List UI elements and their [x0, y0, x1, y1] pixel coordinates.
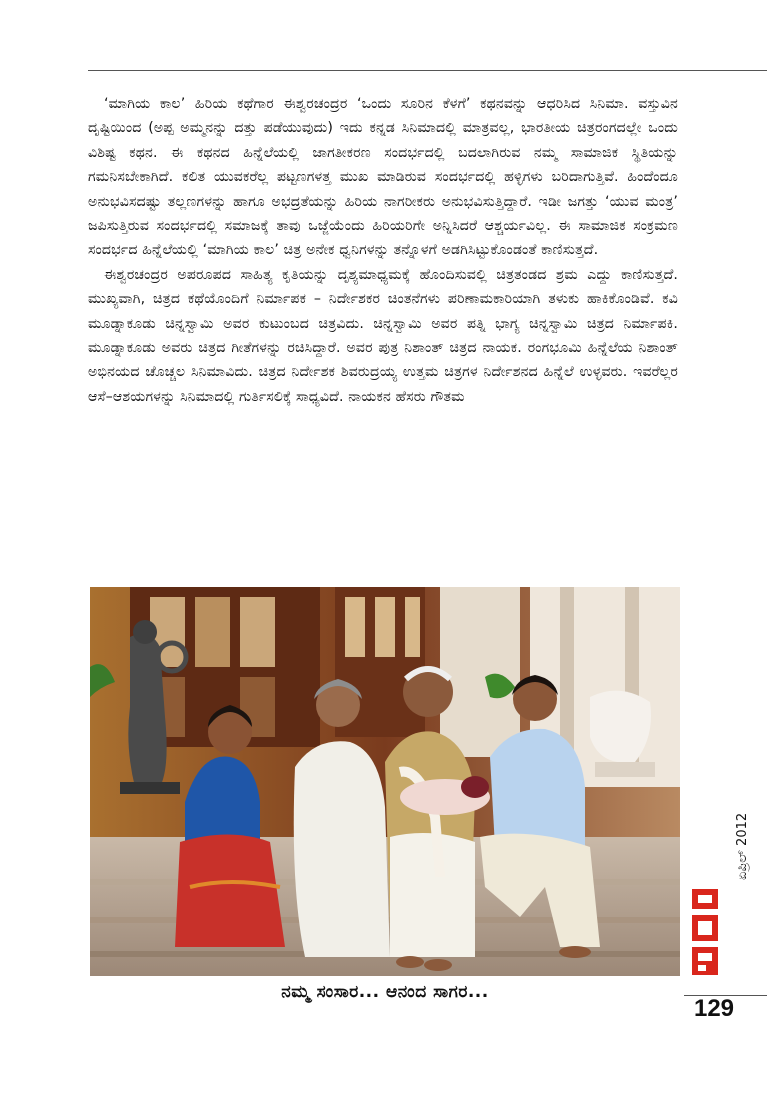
article-paragraph-2: ಈಶ್ವರಚಂದ್ರರ ಅಪರೂಪದ ಸಾಹಿತ್ಯ ಕೃತಿಯನ್ನು ದೃಶ್ಯಮಾಧ್ಯಮಕ್ಕೆ ಹೊಂದಿಸುವಲ್ಲಿ ಚಿತ್ರತಂಡದ ಶ್ರಮ ಎದ್ದು ಕಾಣಿಸುತ್ತದೆ. ಮುಖ್ಯವಾಗಿ, ಚಿತ್ರದ ಕಥೆಯೊಂದಿಗೆ ನಿರ್ಮಾಪಕ – ನಿರ್ದೇಶಕರ ಚಿಂತನೆಗಳು ಪರಿಣಾಮಕಾರಿಯಾಗಿ ತಳುಕು ಹಾಕಿಕೊಂಡಿವೆ. ಕವಿ ಮೂಡ್ನಾಕೂಡು ಚಿನ್ನಸ್ವಾಮಿ ಅವರ ಕುಟುಂಬದ ಚಿತ್ರವಿದು. ಚಿನ್ನಸ್ವಾಮಿ ಅವರ ಪತ್ನಿ ಭಾಗ್ಯ ಚಿನ್ನಸ್ವಾಮಿ ಚಿತ್ರದ ನಿರ್ಮಾಪಕಿ. ಮೂಡ್ನಾಕೂಡು ಅವರು ಚಿತ್ರದ ಗೀತೆಗಳನ್ನು ರಚಿಸಿದ್ದಾರೆ. ಅವರ ಪುತ್ರ ನಿಶಾಂತ್ ಚಿತ್ರದ ನಾಯಕ. ರಂಗಭೂಮಿ ಹಿನ್ನೆಲೆಯ ನಿಶಾಂತ್ ಅಭಿನಯದ ಚೊಚ್ಚಲ ಸಿನಿಮಾವಿದು. ಚಿತ್ರದ ನಿರ್ದೇಶಕ ಶಿವರುದ್ರಯ್ಯ ಉತ್ತಮ ಚಿತ್ರಗಳ ನಿರ್ದೇಶನದ ಹಿನ್ನೆಲೆ ಉಳ್ಳವರು. ಇವರೆಲ್ಲರ ಆಸೆ–ಆಶಯಗಳನ್ನು ಸಿನಿಮಾದಲ್ಲಿ ಗುರ್ತಿಸಲಿಕ್ಕೆ ಸಾಧ್ಯವಿದೆ. ನಾಯಕನ ಹೆಸರು ಗೌತಮ	[88, 266, 678, 405]
page-number: 129	[693, 995, 735, 1022]
family-photo	[90, 587, 680, 976]
magazine-logo	[690, 885, 720, 980]
article-paragraph-1: ‘ಮಾಗಿಯ ಕಾಲ’ ಹಿರಿಯ ಕಥೆಗಾರ ಈಶ್ವರಚಂದ್ರರ ‘ಒಂದು ಸೂರಿನ ಕೆಳಗೆ’ ಕಥನವನ್ನು ಆಧರಿಸಿದ ಸಿನಿಮಾ. ವಸ್ತುವಿನ ದೃಷ್ಟಿಯಿಂದ (ಅಪ್ಪ ಅಮ್ಮನನ್ನು ದತ್ತು ಪಡೆಯುವುದು) ಇದು ಕನ್ನಡ ಸಿನಿಮಾದಲ್ಲಿ ಮಾತ್ರವಲ್ಲ, ಭಾರತೀಯ ಚಿತ್ರರಂಗದಲ್ಲೇ ಒಂದು ವಿಶಿಷ್ಟ ಕಥನ. ಈ ಕಥನದ ಹಿನ್ನೆಲೆಯಲ್ಲಿ ಜಾಗತೀಕರಣ ಸಂದರ್ಭದಲ್ಲಿ ಬದಲಾಗಿರುವ ನಮ್ಮ ಸಾಮಾಜಿಕ ಸ್ಥಿತಿಯನ್ನು ಗಮನಿಸಬೇಕಾಗಿದೆ. ಕಲಿತ ಯುವಕರೆಲ್ಲ ಪಟ್ಟಣಗಳತ್ತ ಮುಖ ಮಾಡಿರುವ ಸಂದರ್ಭದಲ್ಲಿ ಹಳ್ಳಿಗಳು ಬರಿದಾಗುತ್ತಿವೆ. ಹಿಂದೆಂದೂ ಅನುಭವಿಸದಷ್ಟು ತಲ್ಲಣಗಳನ್ನು ಹಾಗೂ ಅಭದ್ರತೆಯನ್ನು ಹಿರಿಯ ನಾಗರೀಕರು ಅನುಭವಿಸುತ್ತಿದ್ದಾರೆ. ಇಡೀ ಜಗತ್ತು ‘ಯುವ ಮಂತ್ರ’ ಜಪಿಸುತ್ತಿರುವ ಸಂದರ್ಭದಲ್ಲಿ ಸಮಾಜಕ್ಕೆ ತಾವು ಒಜ್ಜೆಯೆಂದು ಹಿರಿಯರಿಗೇ ಅನ್ನಿಸಿದರೆ ಆಶ್ಚರ್ಯವಿಲ್ಲ. ಈ ಸಾಮಾಜಿಕ ಸಂಕ್ರಮಣ ಸಂದರ್ಭದ ಹಿನ್ನೆಲೆಯಲ್ಲಿ ‘ಮಾಗಿಯ ಕಾಲ’ ಚಿತ್ರ ಅನೇಕ ಧ್ವನಿಗಳನ್ನು ತನ್ನೊಳಗೆ ಅಡಗಿಸಿಟ್ಟುಕೊಂಡಂತೆ ಕಾಣಿಸುತ್ತದೆ.	[88, 96, 678, 259]
photo-caption: ನಮ್ಮ ಸಂಸಾರ... ಆನಂದ ಸಾಗರ...	[281, 982, 489, 1002]
article-body	[88, 92, 678, 409]
family-photo-illustration	[90, 587, 680, 976]
issue-date: ಏಪ್ರಿಲ್ 2012	[735, 812, 750, 880]
top-rule	[88, 70, 767, 71]
